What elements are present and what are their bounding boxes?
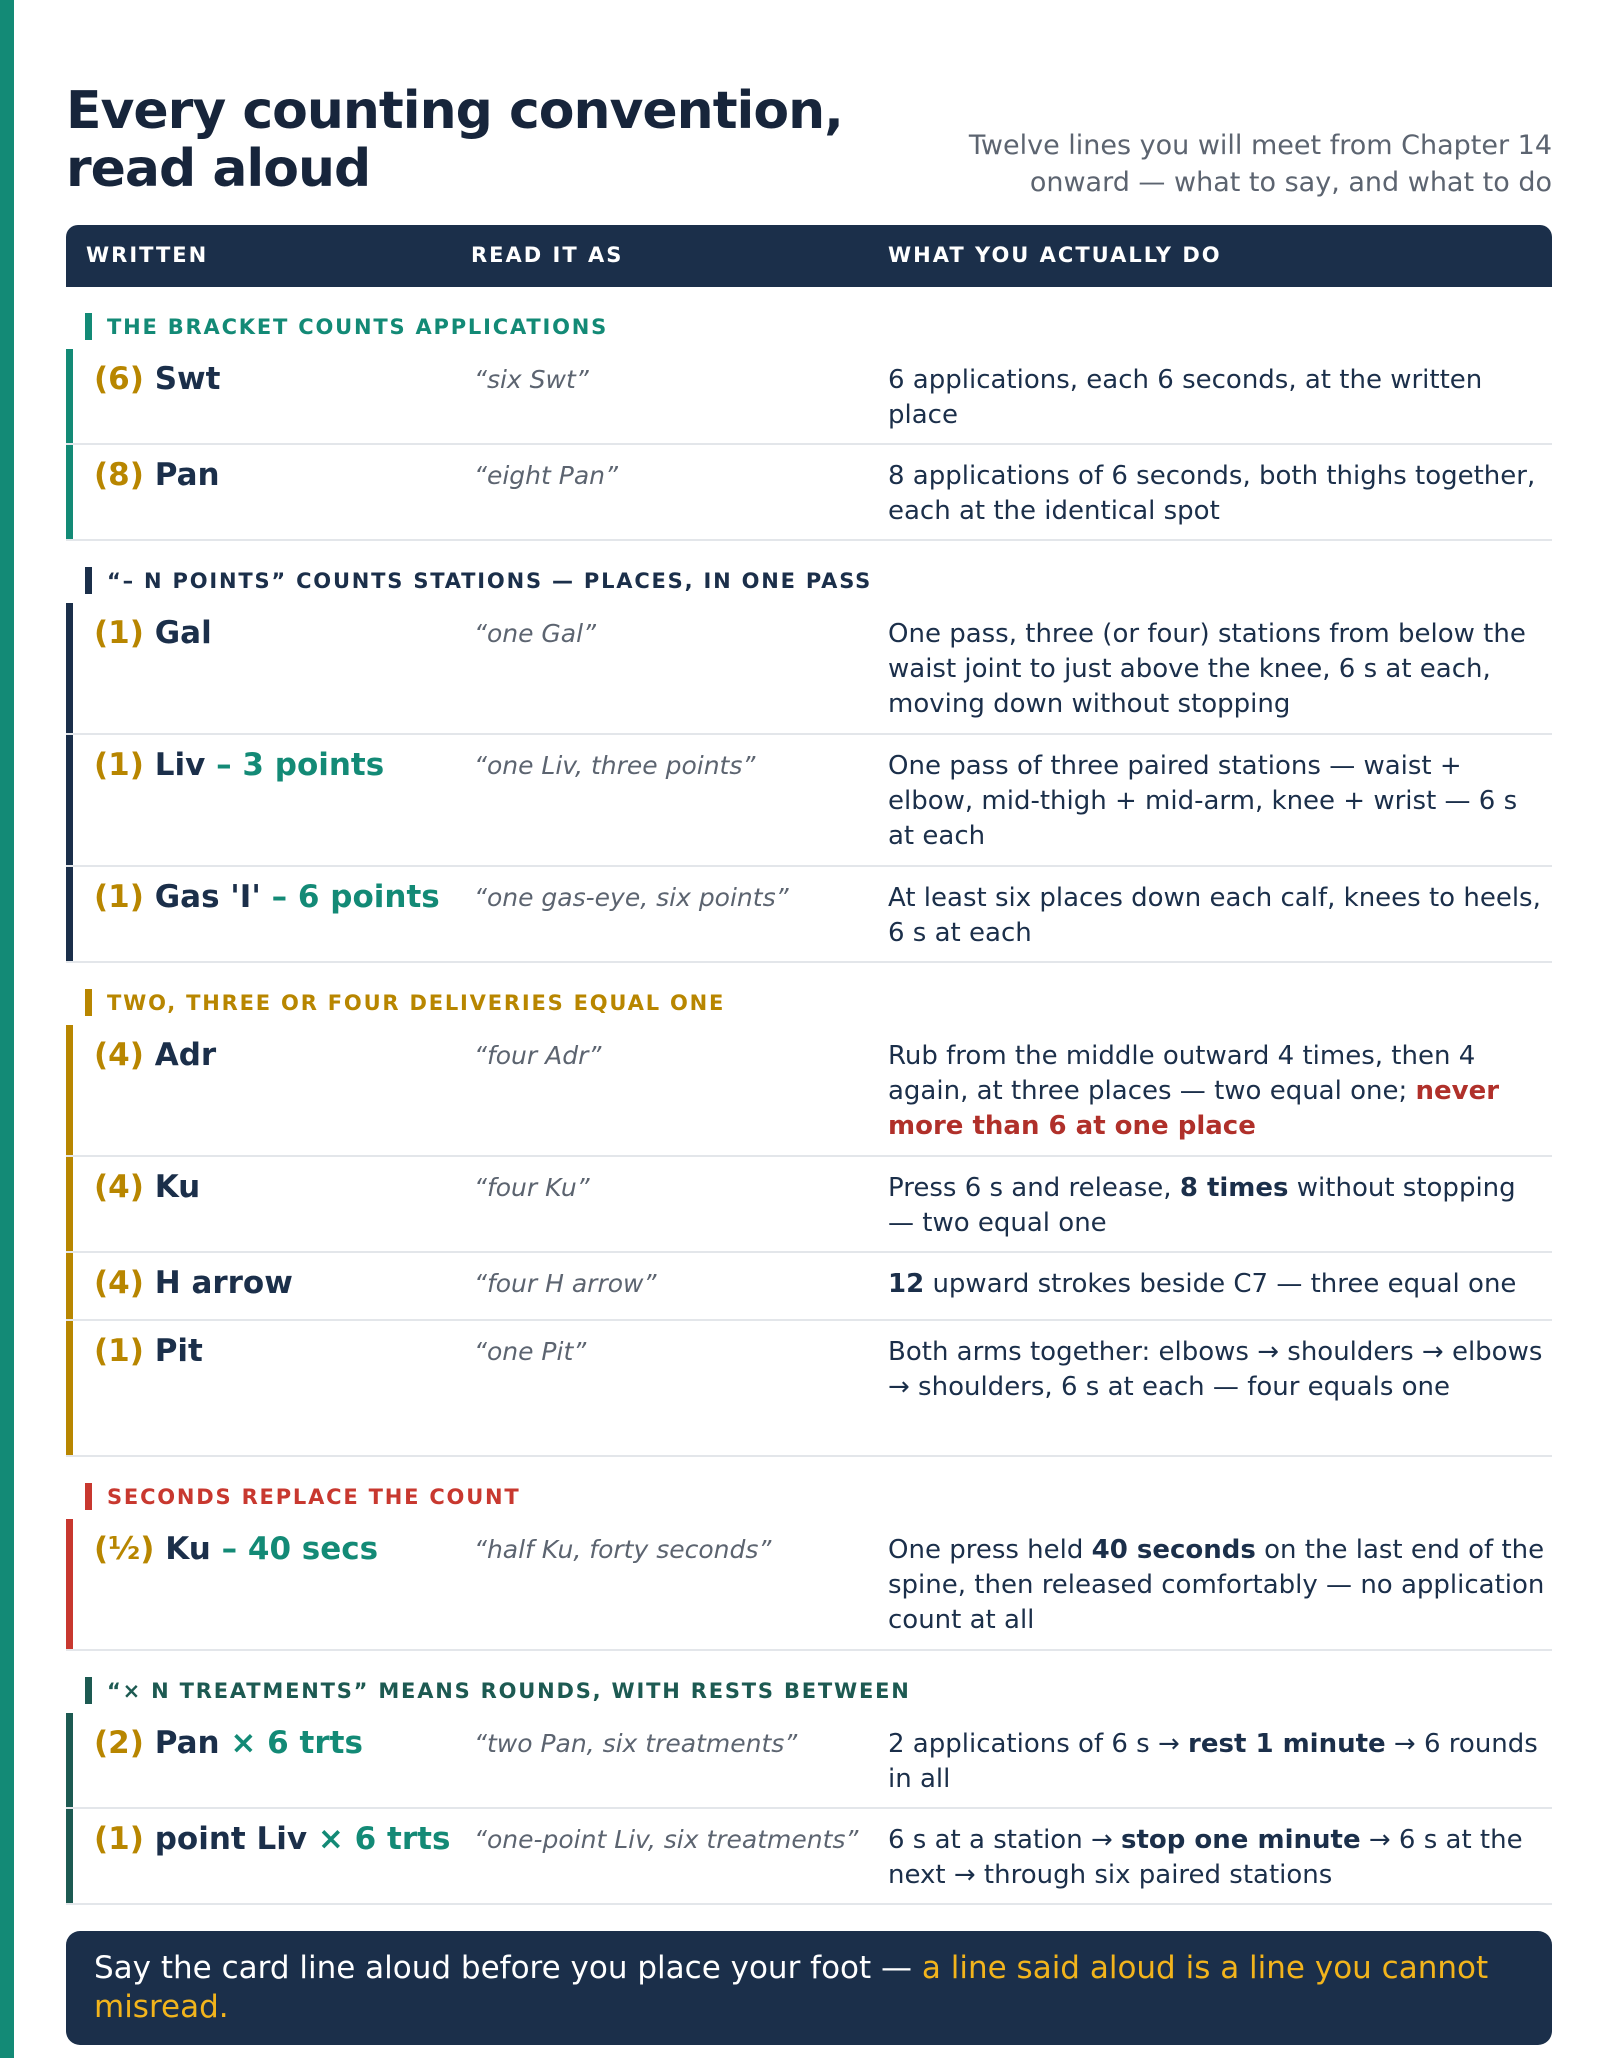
table-row	[66, 735, 1552, 867]
subtitle-line-2: onward — what to say, and what to do	[1029, 167, 1552, 198]
action-cell	[888, 1171, 1548, 1241]
action-cell: 8 applications of 6 seconds, both thighs together, each at the identical spot	[888, 461, 1536, 526]
written-cell	[94, 361, 221, 397]
action-text: without stopping — two equal one	[888, 1173, 1516, 1238]
section-label-text: TWO, THREE OR FOUR DELIVERIES EQUAL ONE	[107, 991, 726, 1015]
written-name: Pan	[154, 1725, 220, 1761]
section-label-bracket-counts	[66, 310, 1552, 345]
section-label-text: “× N TREATMENTS” MEANS ROUNDS, WITH RESTS BETWEEN	[107, 1679, 911, 1703]
action-cell	[888, 1267, 1548, 1302]
written-name: Liv	[154, 747, 206, 783]
written-count: (8)	[94, 457, 144, 493]
read-as-cell: “one-point Liv, six treatments”	[474, 1825, 859, 1854]
written-name: point Liv	[154, 1821, 308, 1857]
row-accent-bar	[66, 735, 73, 865]
table-row	[66, 1157, 1552, 1253]
table-row	[66, 1025, 1552, 1157]
written-name: Pit	[154, 1333, 203, 1369]
written-name: Ku	[165, 1531, 211, 1567]
action-text: → 6 s at the next → through six paired stations	[888, 1825, 1523, 1890]
read-as-cell: “four H arrow”	[474, 1269, 657, 1298]
page-header	[66, 0, 1552, 225]
read-as-cell: “one Gal”	[474, 619, 597, 648]
table-header	[66, 225, 1552, 287]
row-accent-bar	[66, 1157, 73, 1251]
read-as-cell: “six Swt”	[474, 365, 589, 394]
section-label-text: “– N POINTS” COUNTS STATIONS — PLACES, IN ONE PASS	[107, 569, 873, 593]
action-emphasis: 40 seconds	[1091, 1535, 1256, 1565]
section-label-deliveries	[66, 986, 1552, 1021]
action-cell	[888, 1727, 1548, 1797]
section-label-text: SECONDS REPLACE THE COUNT	[107, 1485, 521, 1509]
action-cell: One pass, three (or four) stations from below the waist joint to just above the knee, 6 s at each, moving down without stopping	[888, 619, 1526, 719]
written-qualifier: – 40 secs	[221, 1531, 379, 1567]
row-accent-bar	[66, 349, 73, 443]
table-row	[66, 1713, 1552, 1809]
footer-callout	[66, 1931, 1552, 2045]
written-name: Adr	[154, 1037, 217, 1073]
written-name: Pan	[154, 457, 220, 493]
written-cell	[94, 1169, 200, 1205]
section-label-treatments	[66, 1674, 1552, 1709]
section-label-seconds	[66, 1480, 1552, 1515]
written-name: Gas 'I'	[154, 879, 261, 915]
written-cell	[94, 1333, 203, 1369]
written-name: Swt	[154, 361, 221, 397]
table-row	[66, 1809, 1552, 1905]
written-cell	[94, 879, 440, 915]
written-name: Gal	[154, 615, 212, 651]
written-count: (4)	[94, 1169, 144, 1205]
section-marker	[85, 567, 92, 594]
written-count: (4)	[94, 1265, 144, 1301]
subtitle-line-1: Twelve lines you will meet from Chapter 14	[968, 130, 1552, 161]
written-count: (1)	[94, 1333, 144, 1369]
action-cell	[888, 1039, 1548, 1144]
read-as-cell: “eight Pan”	[474, 461, 618, 490]
read-as-cell: “two Pan, six treatments”	[474, 1729, 798, 1758]
table-row	[66, 1253, 1552, 1321]
written-qualifier: × 6 trts	[317, 1821, 451, 1857]
written-count: (1)	[94, 615, 144, 651]
column-header-written: WRITTEN	[86, 243, 209, 267]
row-accent-bar	[66, 1253, 73, 1319]
row-accent-bar	[66, 603, 73, 733]
read-as-cell: “four Ku”	[474, 1173, 590, 1202]
table-row	[66, 349, 1552, 445]
page-title	[66, 82, 843, 198]
read-as-cell: “one gas-eye, six points”	[474, 883, 789, 912]
section-label-n-points	[66, 564, 1552, 599]
action-text: → 6 rounds in all	[888, 1729, 1538, 1794]
row-accent-bar	[66, 1321, 73, 1455]
row-accent-bar	[66, 445, 73, 539]
action-cell	[888, 1533, 1548, 1638]
read-as-cell: “one Liv, three points”	[474, 751, 756, 780]
action-cell: One pass of three paired stations — waist + elbow, mid-thigh + mid-arm, knee + wrist — 6 s at each	[888, 751, 1518, 851]
written-name: Ku	[154, 1169, 201, 1205]
written-qualifier: – 3 points	[216, 747, 385, 783]
action-cell	[888, 1823, 1548, 1893]
action-text: 6 s at a station →	[888, 1825, 1121, 1855]
page	[66, 0, 1552, 2045]
row-accent-bar	[66, 1519, 73, 1649]
written-count: (1)	[94, 879, 144, 915]
written-count: (6)	[94, 361, 144, 397]
footer-highlight: a line said aloud is a line you cannot misread.	[94, 1950, 1489, 2025]
section-marker	[85, 989, 92, 1016]
written-count: (1)	[94, 1821, 144, 1857]
page-subtitle	[969, 127, 1552, 201]
action-text: Rub from the middle outward 4 times, then 4 again, at three places — two equal one;	[888, 1041, 1476, 1106]
written-name: H arrow	[154, 1265, 293, 1301]
read-as-cell: “half Ku, forty seconds”	[474, 1535, 772, 1564]
action-text: upward strokes beside C7 — three equal one	[924, 1269, 1517, 1299]
footer-text: Say the card line aloud before you place your foot —	[94, 1950, 922, 1986]
title-line-2: read aloud	[66, 139, 371, 199]
column-header-what-you-do: WHAT YOU ACTUALLY DO	[888, 243, 1222, 267]
written-qualifier: – 6 points	[271, 879, 440, 915]
action-emphasis: 8 times	[1179, 1173, 1289, 1203]
table-row	[66, 1321, 1552, 1457]
written-count: (1)	[94, 747, 144, 783]
row-accent-bar	[66, 1713, 73, 1807]
written-cell	[94, 1265, 293, 1301]
section-marker	[85, 1677, 92, 1704]
action-warning: never more than 6 at one place	[888, 1076, 1500, 1141]
written-cell	[94, 457, 220, 493]
written-cell	[94, 1037, 216, 1073]
written-cell	[94, 1531, 378, 1567]
action-cell: At least six places down each calf, knees to heels, 6 s at each	[888, 883, 1541, 948]
read-as-cell: “four Adr”	[474, 1041, 602, 1070]
table-row	[66, 867, 1552, 963]
written-count: (4)	[94, 1037, 144, 1073]
written-qualifier: × 6 trts	[230, 1725, 363, 1761]
section-marker	[85, 313, 92, 340]
written-cell	[94, 1821, 450, 1857]
read-as-cell: “one Pit”	[474, 1337, 587, 1366]
action-cell: 6 applications, each 6 seconds, at the written place	[888, 365, 1483, 430]
action-emphasis: 12	[888, 1269, 925, 1299]
section-marker	[85, 1483, 92, 1510]
row-accent-bar	[66, 1809, 73, 1903]
action-text: on the last end of the spine, then released comfortably — no application count at all	[888, 1535, 1545, 1635]
table-row	[66, 445, 1552, 541]
written-cell	[94, 1725, 363, 1761]
row-accent-bar	[66, 867, 73, 961]
action-emphasis: rest 1 minute	[1188, 1729, 1386, 1759]
action-text: 2 applications of 6 s →	[888, 1729, 1189, 1759]
title-line-1: Every counting convention,	[66, 81, 843, 141]
side-accent-stripe	[0, 0, 14, 2058]
written-count: (2)	[94, 1725, 144, 1761]
written-cell	[94, 615, 212, 651]
row-accent-bar	[66, 1025, 73, 1155]
written-cell	[94, 747, 384, 783]
action-text: One press held	[888, 1535, 1092, 1565]
table-row	[66, 603, 1552, 735]
section-label-text: THE BRACKET COUNTS APPLICATIONS	[107, 315, 609, 339]
action-text: Press 6 s and release,	[888, 1173, 1180, 1203]
action-emphasis: stop one minute	[1121, 1825, 1361, 1855]
table-row	[66, 1519, 1552, 1651]
column-header-read-it-as: READ IT AS	[471, 243, 624, 267]
action-cell: Both arms together: elbows → shoulders → elbows → shoulders, 6 s at each — four equals one	[888, 1337, 1543, 1402]
written-count: (½)	[94, 1531, 155, 1567]
